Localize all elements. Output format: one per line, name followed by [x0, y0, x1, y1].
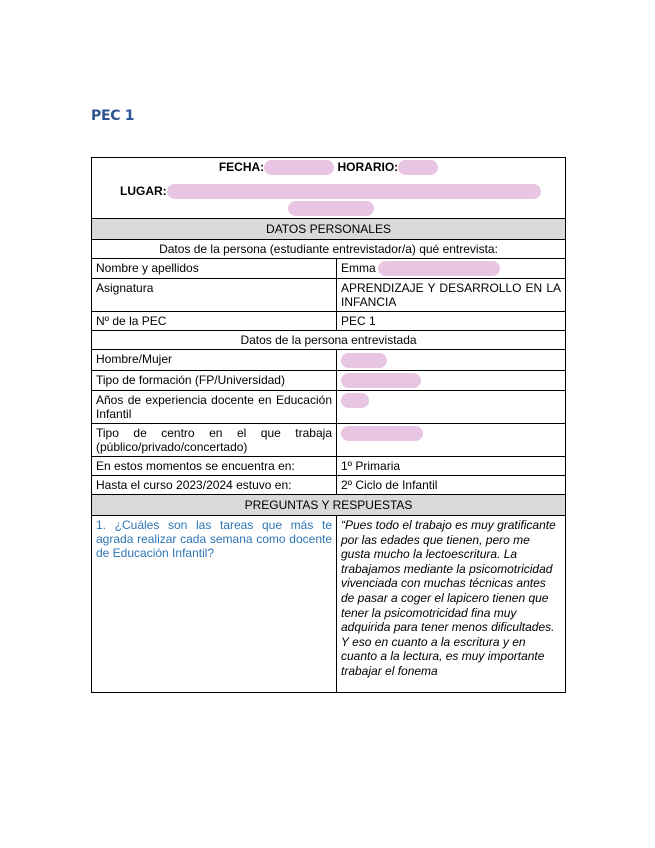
fecha-redaction: [264, 160, 334, 175]
row-label-anterior: Hasta el curso 2023/2024 estuvo en:: [92, 475, 337, 494]
row-value-nombre: [337, 259, 566, 279]
interviewee-heading: Datos de la persona entrevistada: [92, 331, 566, 350]
row-value-experiencia: [337, 390, 566, 423]
document-title: PEC 1: [91, 108, 135, 124]
header-row: [92, 158, 566, 219]
interview-form-table: [91, 157, 566, 693]
row-label-pec: Nº de la PEC: [92, 312, 337, 331]
lugar-redaction: [167, 184, 541, 199]
table-row: [92, 259, 566, 279]
table-row: [92, 423, 566, 456]
table-row: [92, 279, 566, 312]
qa-row: [92, 515, 566, 692]
header-cell: [92, 158, 566, 219]
row-value-pec: PEC 1: [337, 312, 566, 331]
row-label-sexo: Hombre/Mujer: [92, 350, 337, 370]
fecha-horario-line: [92, 160, 565, 175]
table-row: [92, 350, 566, 370]
formacion-redaction: [341, 373, 421, 388]
interviewer-heading-row: [92, 240, 566, 259]
row-value-sexo: [337, 350, 566, 370]
row-value-centro: [337, 423, 566, 456]
table-row: [92, 456, 566, 475]
nombre-value: Emma: [341, 261, 376, 275]
question-1: 1. ¿Cuáles son las tareas que más te agrada realizar cada semana como docente de Educación Infantil?: [92, 515, 337, 692]
section-title-qa: PREGUNTAS Y RESPUESTAS: [92, 494, 566, 515]
row-label-formacion: Tipo de formación (FP/Universidad): [92, 370, 337, 390]
table-row: [92, 312, 566, 331]
section-title-personal: DATOS PERSONALES: [92, 219, 566, 240]
lugar-line: [120, 184, 541, 199]
section-header-personal: [92, 219, 566, 240]
horario-label: HORARIO:: [337, 160, 399, 174]
answer-1: “Pues todo el trabajo es muy gratificante por las edades que tienen, pero me gusta mucho la lectoescritura. La trabajamos mediante la psicomotricidad vivenciada con muchas técnicas antes de pasar a coger el lapicero tienen que tener la psicomotricidad fina muy adquirida para tener menos dificultades. Y eso en cuanto a la escritura y en cuanto a la lectura, es muy importante trabajar el fonema: [337, 515, 566, 692]
lugar-label: LUGAR:: [120, 184, 167, 198]
row-label-actual: En estos momentos se encuentra en:: [92, 456, 337, 475]
row-value-formacion: [337, 370, 566, 390]
row-label-asignatura: Asignatura: [92, 279, 337, 312]
interviewee-heading-row: [92, 331, 566, 350]
fecha-label: FECHA:: [218, 160, 265, 174]
row-value-asignatura: APRENDIZAJE Y DESARROLLO EN LA INFANCIA: [337, 279, 566, 312]
experiencia-redaction: [341, 393, 369, 408]
horario-redaction: [398, 160, 438, 175]
lugar-line-continued: [288, 201, 374, 216]
row-value-actual: 1º Primaria: [337, 456, 566, 475]
row-label-nombre: Nombre y apellidos: [92, 259, 337, 279]
interviewer-heading: Datos de la persona (estudiante entrevistador/a) qué entrevista:: [92, 240, 566, 259]
table-row: [92, 370, 566, 390]
row-label-experiencia: Años de experiencia docente en Educación Infantil: [92, 390, 337, 423]
table-row: [92, 475, 566, 494]
row-label-centro: Tipo de centro en el que trabaja (público/privado/concertado): [92, 423, 337, 456]
centro-redaction: [341, 426, 423, 441]
sexo-redaction: [341, 353, 387, 368]
lugar-redaction-2: [288, 201, 374, 216]
apellidos-redaction: [378, 261, 500, 276]
section-header-qa: [92, 494, 566, 515]
row-value-anterior: 2º Ciclo de Infantil: [337, 475, 566, 494]
table-row: [92, 390, 566, 423]
